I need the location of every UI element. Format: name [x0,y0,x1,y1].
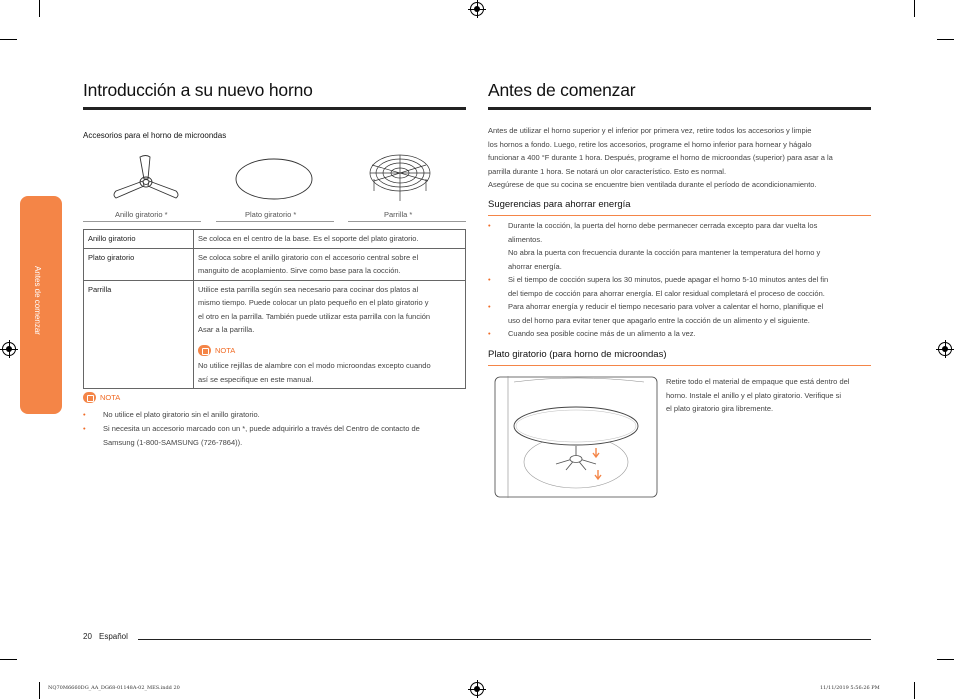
page-number: 20 [83,632,92,641]
bullet-text: Samsung (1-800-SAMSUNG (726-7864)). [103,437,243,447]
bullet-icon: • [488,221,491,230]
image-caption: Plato giratorio * [245,210,297,219]
paragraph-line: horno. Instale el anillo y el plato giratorio. Verifique si [666,390,842,400]
bullet-text-block [103,422,420,449]
paragraph-line: el plato giratorio gira libremente. [666,404,774,413]
print-slug-file: NQ70M6660DG_AA_DG68-01148A-02_MES.indd 20 [48,685,180,691]
right-title-rule [488,107,871,110]
paragraph-line: Retire todo el material de empaque que está dentro del [666,377,850,386]
bullet-text: del tiempo de cocción para ahorrar energía. El calor residual completará el proceso de cocción. [508,288,825,298]
bullet-text: Para ahorrar energía y reducir el tiempo necesario para volver a calentar el horno, planifique el [508,302,824,311]
bullet-icon: • [83,410,86,419]
description-line: Utilice esta parrilla según sea necesario para cocinar dos platos al [198,284,419,294]
description-line: Asar a la parrilla. [198,325,255,334]
footer-language: Español [99,632,128,641]
accessories-table [83,229,466,389]
registration-mark-icon [470,682,484,696]
paragraph-line: los hornos a fondo. Luego, retire los accesorios, programe el horno inferior para hornear y hágalo [488,139,812,149]
section-side-tab [20,196,62,414]
image-caption: Anillo giratorio * [115,210,168,219]
section-side-tab-label: Antes de comenzar [33,266,42,335]
footer-rule [138,639,871,640]
registration-mark-icon [2,342,16,356]
intro-paragraph [488,124,873,192]
bullet-text: Cuando sea posible cocine más de un alimento a la vez. [508,329,696,338]
bullet-icon: • [488,329,491,338]
description-line: el otro en la parrilla. También puede utilizar esta parrilla con la función [198,311,431,321]
bullet-text: Si necesita un accesorio marcado con un *, puede adquirirlo a través del Centro de contacto de [103,424,420,433]
oven-turntable-illustration [494,376,658,498]
image-caption-divider [348,221,466,222]
left-page-title: Introducción a su nuevo horno [83,80,313,100]
table-note-header [198,344,461,358]
paragraph-line: funcionar a 400 °F durante 1 hora. Después, programe el horno de microondas (superior) para asar a la [488,153,833,162]
accessory-name: Parrilla [84,280,194,389]
bullet-text-block [508,273,828,300]
paragraph-line: Asegúrese de que su cocina se encuentre bien ventilada durante el período de acondicionamiento. [488,180,817,189]
accessory-description [194,280,466,389]
description-line: mismo tiempo. Puede colocar un plato pequeño en el plato giratorio y [198,298,429,307]
section-heading-rule [488,365,871,366]
note-icon [198,345,211,356]
table-row [84,248,466,280]
bullet-text: uso del horno para evitar tener que apagarlo entre la cocción de un alimento y el siguiente. [508,315,810,325]
section-heading: Plato giratorio (para horno de microondas) [488,349,667,360]
description-line: Se coloca en el centro de la base. Es el soporte del plato giratorio. [198,234,419,243]
right-page-title: Antes de comenzar [488,80,636,100]
note-line: No utilice rejillas de alambre con el modo microondas excepto cuando [198,361,431,370]
glass-tray-illustration [232,155,316,203]
accessory-description [194,230,466,249]
registration-mark-icon [470,2,484,16]
bullet-text-block [508,219,820,273]
list-item [488,327,873,341]
bullet-text: No abra la puerta con frecuencia durante la cocción para mantener la temperatura del horno y [508,248,821,257]
list-item [488,300,873,328]
note-label: NOTA [100,393,121,402]
registration-mark-icon [938,342,952,356]
table-row [84,280,466,389]
bullet-icon: • [488,275,491,284]
list-item [488,273,873,301]
table-row [84,230,466,249]
accessories-subtitle: Accesorios para el horno de microondas [83,131,227,140]
grill-rack-illustration [364,151,438,205]
accessory-name: Anillo giratorio [84,230,194,249]
bullet-text: Durante la cocción, la puerta del horno debe permanecer cerrada excepto para dar vuelta los [508,221,818,230]
description-line: manguito de acoplamiento. Sirve como base para la cocción. [198,266,401,275]
bullet-icon: • [83,424,86,433]
bullet-text-block [508,300,823,327]
list-item [83,408,466,422]
description-line: Se coloca sobre el anillo giratorio con el accesorio central sobre el [198,252,419,262]
turntable-ring-illustration [110,153,182,205]
list-item [488,219,873,275]
note-line: así se especifique en este manual. [198,374,314,384]
bullet-text: Si el tiempo de cocción supera los 30 minutos, puede apagar el horno 5-10 minutos antes del fin [508,275,829,284]
image-caption-divider [83,221,201,222]
list-item [83,422,466,450]
turntable-paragraph [666,375,876,416]
bullet-text: ahorrar energía. [508,261,562,271]
bullet-text: alimentos. [508,234,543,244]
note-header [83,392,120,403]
note-label: NOTA [215,345,236,355]
image-caption-divider [216,221,334,222]
section-heading-rule [488,215,871,216]
bullet-text: No utilice el plato giratorio sin el anillo giratorio. [103,410,260,419]
paragraph-line: parrilla durante 1 hora. Se notará un olor característico. Esto es normal. [488,166,727,176]
image-caption: Parrilla * [384,210,413,219]
paragraph-line: Antes de utilizar el horno superior y el inferior por primera vez, retire todos los accesorios y limpie [488,126,812,135]
print-slug-date: 11/11/2019 5:56:26 PM [820,685,880,691]
note-icon [83,392,96,403]
section-heading: Sugerencias para ahorrar energía [488,199,631,210]
accessory-description [194,248,466,280]
bullet-icon: • [488,302,491,311]
left-title-rule [83,107,466,110]
accessory-name: Plato giratorio [84,248,194,280]
